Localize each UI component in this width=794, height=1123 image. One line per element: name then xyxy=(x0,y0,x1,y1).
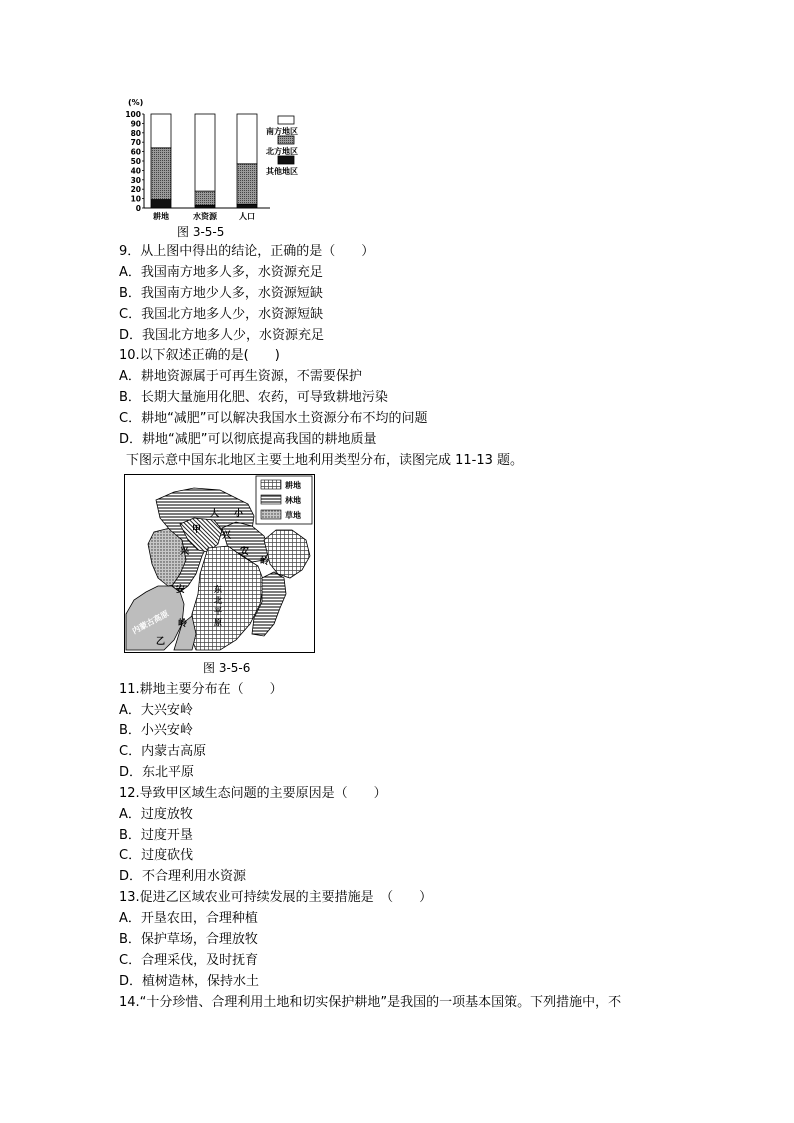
legend-label-1: 北方地区 xyxy=(266,147,298,156)
y-tick-label-40: 40 xyxy=(130,166,141,176)
stacked-bar-chart xyxy=(118,96,318,222)
y-unit-label: (%) xyxy=(128,98,144,107)
question-13-option-c: C．合理采伐，及时抚育 xyxy=(119,953,259,968)
question-10-option-a: A．耕地资源属于可再生资源，不需要保护 xyxy=(119,369,362,384)
legend-label-2: 其他地区 xyxy=(266,167,298,176)
question-13-option-b: B．保护草场，合理放牧 xyxy=(119,932,258,947)
question-9-option-d: D．我国北方地多人少，水资源充足 xyxy=(119,328,325,343)
y-tick-label-10: 10 xyxy=(130,194,141,204)
question-11-stem: 11.耕地主要分布在（ ） xyxy=(119,682,283,697)
question-13-option-d: D．植树造林，保持水土 xyxy=(119,974,260,989)
question-12-option-d: D．不合理利用水资源 xyxy=(119,869,247,884)
question-9-option-a: A．我国南方地多人多，水资源充足 xyxy=(119,265,323,280)
bar-0-series-2 xyxy=(151,114,171,148)
question-11-option-d: D．东北平原 xyxy=(119,765,195,780)
question-9-option-b: B．我国南方地少人多，水资源短缺 xyxy=(119,286,323,301)
map-label-xing-greater: 兴 xyxy=(180,547,190,557)
y-tick-label-0: 0 xyxy=(135,204,141,213)
question-12-option-b: B．过度开垦 xyxy=(119,828,193,843)
legend-label-0: 南方地区 xyxy=(266,127,298,136)
bar-2-series-2 xyxy=(237,114,257,164)
question-9-option-c: C．我国北方地多人少，水资源短缺 xyxy=(119,307,324,322)
map-label-yi: 乙 xyxy=(156,637,166,647)
map-label-plain-1: 东 xyxy=(214,585,222,594)
map-intro: 下图示意中国东北地区主要土地利用类型分布，读图完成 11-13 题。 xyxy=(126,453,524,468)
land-use-map xyxy=(124,474,315,654)
bar-0-series-0 xyxy=(151,200,171,208)
question-10-stem: 10.以下叙述正确的是( ) xyxy=(119,348,280,363)
y-tick-label-20: 20 xyxy=(130,185,141,195)
question-11-option-c: C．内蒙古高原 xyxy=(119,744,207,759)
bar-2-series-1 xyxy=(237,164,257,204)
x-tick-label-1: 水资源 xyxy=(193,212,217,221)
map-label-ling-lesser: 岭 xyxy=(260,557,270,567)
map-label-plain-4: 原 xyxy=(214,618,222,627)
question-13-option-a: A．开垦农田，合理种植 xyxy=(119,911,258,926)
bar-1-series-0 xyxy=(195,205,215,208)
y-tick-label-60: 60 xyxy=(130,147,141,157)
figure-caption-3-5-6: 图 3-5-6 xyxy=(203,661,251,675)
map-label-plain-2: 北 xyxy=(214,596,222,605)
legend-swatch-2 xyxy=(278,156,294,164)
question-10-option-c: C．耕地“减肥”可以解决我国水土资源分布不均的问题 xyxy=(119,411,428,426)
legend-swatch-0 xyxy=(278,116,294,124)
y-tick-label-90: 90 xyxy=(130,119,141,129)
map-label-xing-lesser: 兴 xyxy=(222,531,232,541)
map-label-plain-3: 平 xyxy=(214,607,222,616)
y-tick-label-80: 80 xyxy=(130,128,141,138)
question-10-option-b: B．长期大量施用化肥、农药，可导致耕地污染 xyxy=(119,390,388,405)
bar-1-series-1 xyxy=(195,191,215,205)
bar-1-series-2 xyxy=(195,114,215,191)
question-12-option-a: A．过度放牧 xyxy=(119,807,193,822)
bar-2-series-0 xyxy=(237,204,257,208)
y-tick-label-30: 30 xyxy=(130,175,141,185)
question-13-stem: 13.促进乙区域农业可持续发展的主要措施是 （ ） xyxy=(119,890,433,905)
legend-swatch-1 xyxy=(278,136,294,144)
figure-caption-3-5-5: 图 3-5-5 xyxy=(177,225,225,239)
question-10-option-d: D．耕地“减肥”可以彻底提高我国的耕地质量 xyxy=(119,432,377,447)
map-label-xiao: 小 xyxy=(234,509,244,519)
x-tick-label-0: 耕地 xyxy=(153,212,169,221)
question-11-option-a: A．大兴安岭 xyxy=(119,703,193,718)
map-label-an-lesser: 安 xyxy=(240,547,250,557)
y-tick-label-70: 70 xyxy=(130,138,141,148)
question-12-stem: 12.导致甲区域生态问题的主要原因是（ ） xyxy=(119,786,387,801)
map-legend-farmland: 耕地 xyxy=(285,481,301,490)
map-legend-forest: 林地 xyxy=(285,496,301,505)
map-label-ling-greater: 岭 xyxy=(178,619,188,629)
y-tick-label-100: 100 xyxy=(125,110,141,119)
map-label-jia: 甲 xyxy=(192,525,202,535)
map-label-inner-mongolia-plateau: 内蒙古高原 xyxy=(130,609,171,636)
map-legend-grassland: 草地 xyxy=(285,511,301,520)
question-11-option-b: B．小兴安岭 xyxy=(119,723,193,738)
map-label-da: 大 xyxy=(210,509,220,519)
x-tick-label-2: 人口 xyxy=(239,212,255,221)
question-14-stem: 14.“十分珍惜、合理利用土地和切实保护耕地”是我国的一项基本国策。下列措施中，不 xyxy=(119,995,622,1010)
y-tick-label-50: 50 xyxy=(130,157,141,166)
question-12-option-c: C．过度砍伐 xyxy=(119,848,194,863)
map-label-an-greater: 安 xyxy=(176,585,186,595)
bar-0-series-1 xyxy=(151,148,171,200)
question-9-stem: 9．从上图中得出的结论，正确的是（ ） xyxy=(119,244,375,259)
